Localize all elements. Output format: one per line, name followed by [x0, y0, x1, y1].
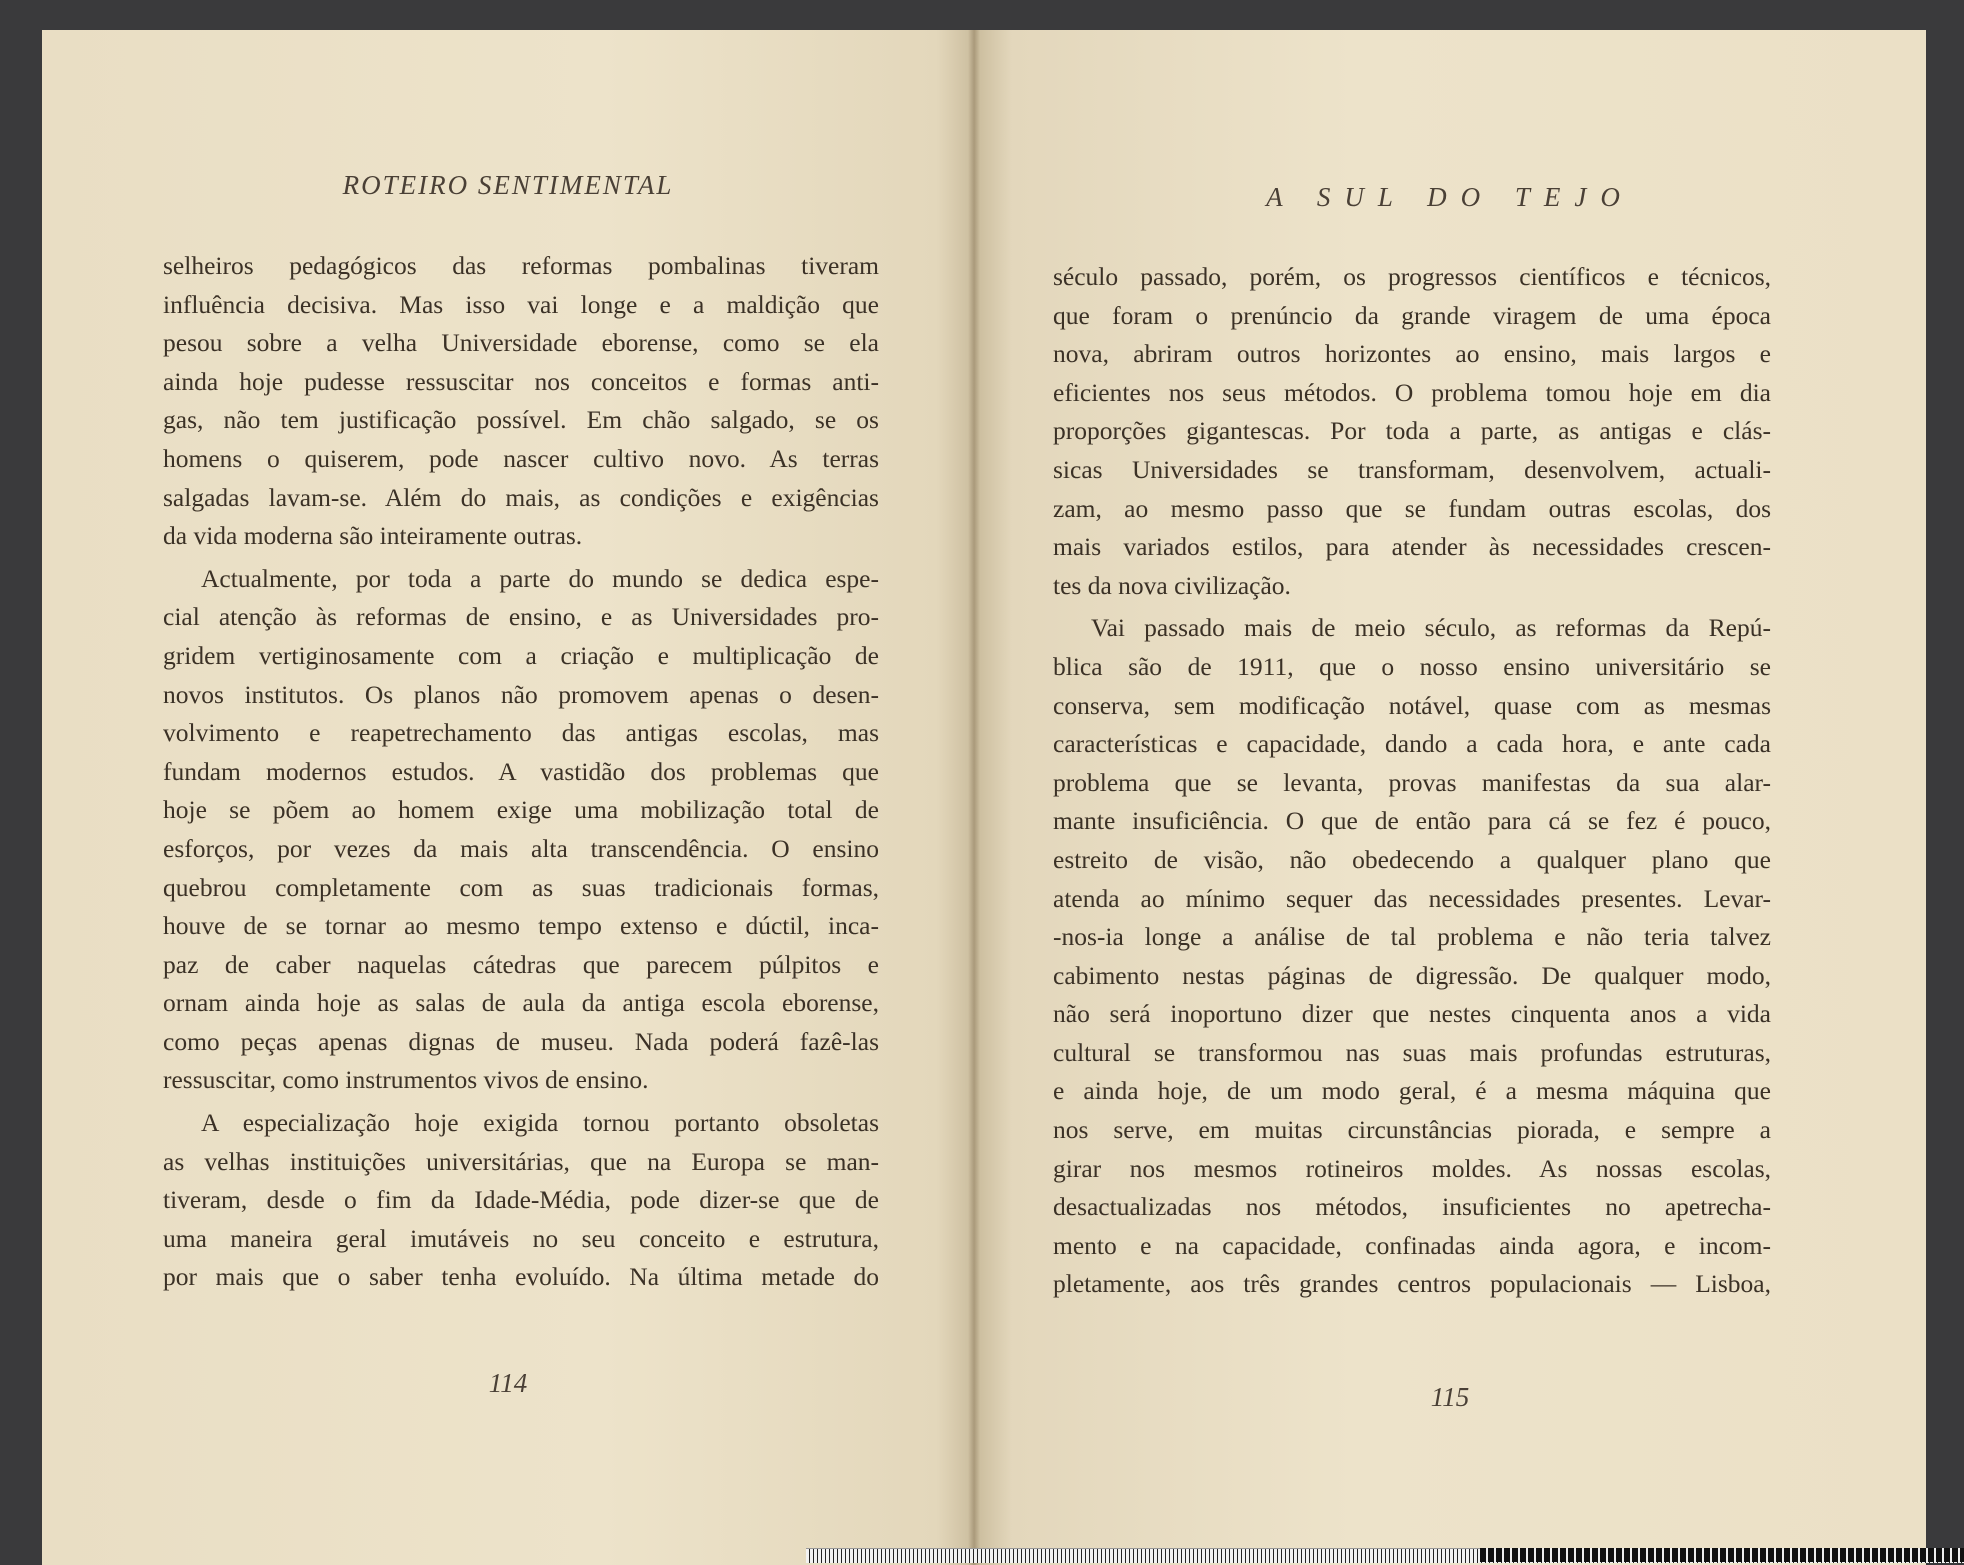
text-line: Actualmente, por toda a parte do mundo se dedica espe-: [201, 563, 879, 593]
text-line: cabimento nestas páginas de digressão. De qualquer modo,: [1053, 960, 1771, 990]
left-page: [42, 30, 974, 1565]
book-gutter: [968, 30, 980, 1565]
text-line: mais variados estilos, para atender às necessidades crescen-: [1053, 532, 1771, 562]
text-line: características e capacidade, dando a cada hora, e ante cada: [1053, 729, 1771, 759]
text-line: A especialização hoje exigida tornou portanto obsoletas: [201, 1108, 879, 1138]
page-number-left: 114: [488, 1368, 528, 1398]
text-line: estreito de visão, não obedecendo a qualquer plano que: [1053, 844, 1771, 874]
text-line: blica são de 1911, que o nosso ensino universitário se: [1053, 651, 1771, 681]
text-line: atenda ao mínimo sequer das necessidades presentes. Levar-: [1053, 883, 1771, 913]
text-line: como peças apenas dignas de museu. Nada poderá fazê-las: [163, 1026, 879, 1056]
text-line: da vida moderna são inteiramente outras.: [163, 521, 583, 551]
text-line: uma maneira geral imutáveis no seu conceito e estrutura,: [163, 1223, 879, 1253]
text-line: eficientes nos seus métodos. O problema tomou hoje em dia: [1053, 377, 1771, 407]
text-line: novos institutos. Os planos não promovem apenas o desen-: [163, 679, 879, 709]
text-line: ressuscitar, como instrumentos vivos de ensino.: [163, 1065, 649, 1095]
text-line: tes da nova civilização.: [1053, 570, 1291, 600]
text-line: mento e na capacidade, confinadas ainda agora, e incom-: [1053, 1230, 1771, 1260]
text-line: conserva, sem modificação notável, quase com as mesmas: [1053, 690, 1771, 720]
text-line: desactualizadas nos métodos, insuficientes no apetrecha-: [1053, 1192, 1771, 1222]
text-line: proporções gigantescas. Por toda a parte, as antigas e clás-: [1053, 416, 1771, 446]
text-line: mante insuficiência. O que de então para cá se fez é pouco,: [1053, 806, 1771, 836]
right-page-text: [1053, 258, 1771, 1304]
text-line: paz de caber naquelas cátedras que parecem púlpitos e: [163, 949, 879, 979]
text-line: pesou sobre a velha Universidade eborense, como se ela: [163, 328, 879, 358]
text-line: nova, abriram outros horizontes ao ensino, mais largos e: [1053, 339, 1771, 369]
page-number-right: 115: [1430, 1382, 1470, 1412]
running-head-right: A SUL DO TEJO: [1266, 182, 1634, 212]
text-line: por mais que o saber tenha evoluído. Na última metade do: [163, 1262, 879, 1292]
text-line: Vai passado mais de meio século, as reformas da Repú-: [1091, 613, 1771, 643]
right-page: [974, 30, 1926, 1565]
text-line: não será inoportuno dizer que nestes cinquenta anos a vida: [1053, 999, 1771, 1029]
text-line: ornam ainda hoje as salas de aula da antiga escola eborense,: [163, 988, 879, 1018]
text-line: homens o quiserem, pode nascer cultivo novo. As terras: [163, 443, 879, 473]
text-line: cial atenção às reformas de ensino, e as Universidades pro-: [163, 602, 879, 632]
text-line: hoje se põem ao homem exige uma mobilização total de: [163, 795, 879, 825]
text-line: selheiros pedagógicos das reformas pombalinas tiveram: [163, 251, 879, 280]
text-line: houve de se tornar ao mesmo tempo extenso e dúctil, inca-: [163, 911, 879, 941]
text-line: século passado, porém, os progressos científicos e técnicos,: [1053, 262, 1771, 291]
text-line: e ainda hoje, de um modo geral, é a mesma máquina que: [1053, 1076, 1771, 1106]
text-line: quebrou completamente com as suas tradicionais formas,: [163, 872, 879, 902]
text-line: sicas Universidades se transformam, desenvolvem, actuali-: [1053, 454, 1771, 484]
scale-ruler-dark: [1480, 1548, 1964, 1562]
text-line: ainda hoje pudesse ressuscitar nos conceitos e formas anti-: [163, 366, 879, 396]
text-line: gas, não tem justificação possível. Em chão salgado, se os: [163, 405, 879, 435]
text-line: volvimento e reapetrechamento das antigas escolas, mas: [163, 718, 879, 748]
text-line: as velhas instituições universitárias, que na Europa se man-: [163, 1146, 879, 1176]
text-line: zam, ao mesmo passo que se fundam outras escolas, dos: [1053, 493, 1771, 523]
text-line: cultural se transformou nas suas mais profundas estruturas,: [1053, 1037, 1771, 1067]
text-line: que foram o prenúncio da grande viragem de uma época: [1053, 300, 1771, 330]
text-line: influência decisiva. Mas isso vai longe e a maldição que: [163, 289, 879, 319]
text-line: girar nos mesmos rotineiros moldes. As nossas escolas,: [1053, 1153, 1771, 1183]
text-line: -nos-ia longe a análise de tal problema e não teria talvez: [1053, 922, 1771, 952]
left-page-text: [163, 247, 879, 1297]
text-line: pletamente, aos três grandes centros populacionais — Lisboa,: [1053, 1269, 1771, 1299]
text-line: tiveram, desde o fim da Idade-Média, pode dizer-se que de: [163, 1185, 879, 1215]
text-line: problema que se levanta, provas manifestas da sua alar-: [1053, 767, 1771, 797]
text-line: nos serve, em muitas circunstâncias piorada, e sempre a: [1053, 1115, 1771, 1145]
text-line: salgadas lavam-se. Além do mais, as condições e exigências: [163, 482, 879, 512]
text-line: gridem vertiginosamente com a criação e multiplicação de: [163, 640, 879, 670]
text-line: esforços, por vezes da mais alta transcendência. O ensino: [163, 833, 879, 863]
running-head-left: ROTEIRO SENTIMENTAL: [342, 170, 674, 200]
text-line: fundam modernos estudos. A vastidão dos problemas que: [163, 756, 879, 786]
